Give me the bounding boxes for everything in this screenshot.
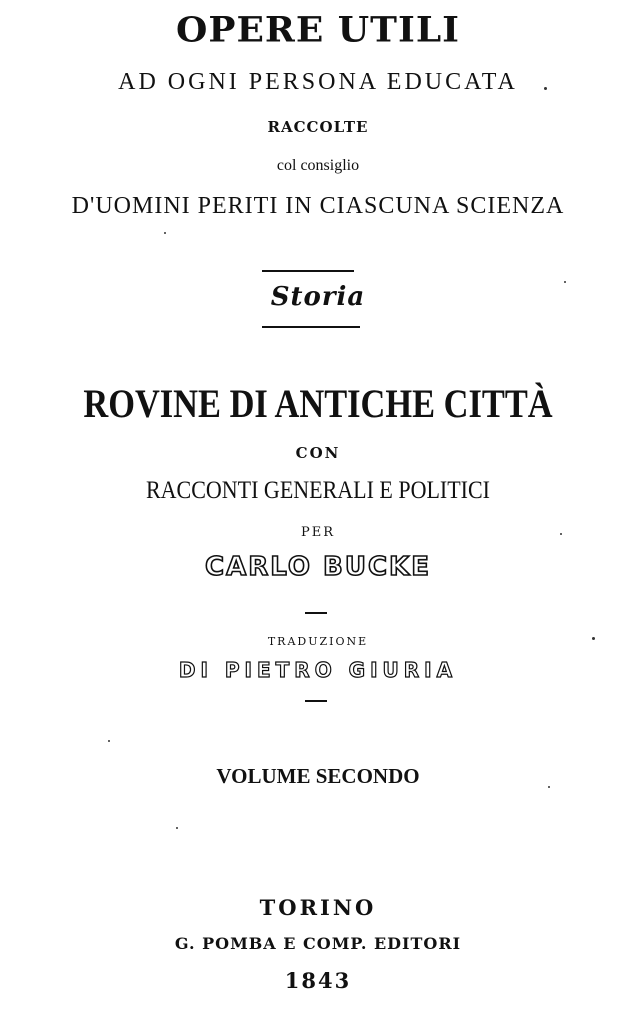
series-title: OPERE UTILI <box>176 10 460 50</box>
print-speck <box>544 87 547 90</box>
work-by: PER <box>300 525 336 540</box>
series-collected: RACCOLTE <box>267 118 369 136</box>
print-speck <box>564 281 566 283</box>
translator-dash <box>305 700 327 702</box>
print-speck <box>592 637 595 640</box>
series-advice: col consiglio <box>276 157 360 174</box>
section-label: Storia <box>270 282 366 312</box>
print-speck <box>176 827 178 829</box>
work-title: ROVINE DI ANTICHE CITTÀ <box>83 381 553 426</box>
series-experts: D'UOMINI PERITI IN CIASCUNA SCIENZA <box>71 193 565 219</box>
section-rule-bottom <box>262 326 360 328</box>
imprint-publisher: G. POMBA E COMP. EDITORI <box>174 934 462 953</box>
work-author: CARLO BUCKE <box>205 552 431 582</box>
imprint-city: TORINO <box>259 895 377 920</box>
print-speck <box>108 740 110 742</box>
translator: DI PIETRO GIURIA <box>178 658 458 682</box>
volume-label: VOLUME SECONDO <box>216 764 420 788</box>
print-speck <box>164 232 166 234</box>
imprint-year: 1843 <box>284 968 352 993</box>
work-with: CON <box>295 444 341 462</box>
print-speck <box>548 786 550 788</box>
section-rule-top <box>262 270 354 272</box>
author-dash <box>305 612 327 614</box>
print-speck <box>560 533 562 535</box>
work-subtitle: RACCONTI GENERALI E POLITICI <box>145 477 491 504</box>
series-subtitle: AD OGNI PERSONA EDUCATA <box>118 69 518 95</box>
translation-label: TRADUZIONE <box>267 635 369 648</box>
